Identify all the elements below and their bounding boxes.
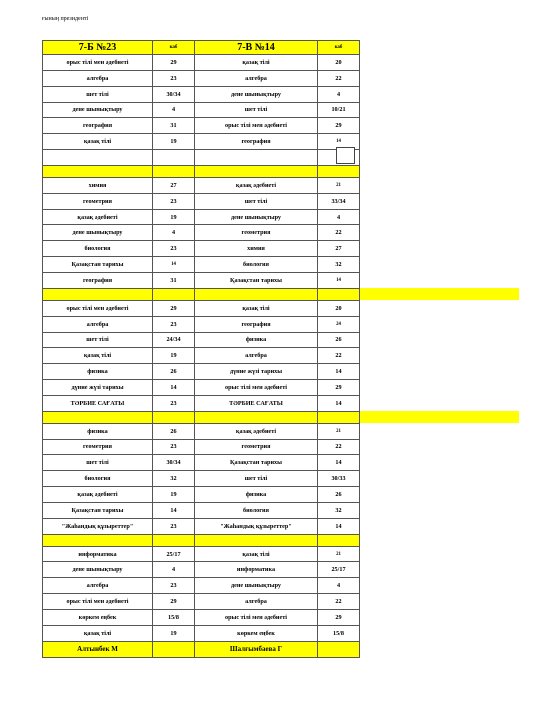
lesson-row <box>43 86 360 102</box>
right-room: 26 <box>318 332 360 348</box>
lesson-row <box>43 209 360 225</box>
right-room: 22 <box>318 70 360 86</box>
right-subject: ТӘРБИЕ САҒАТЫ <box>195 395 318 411</box>
right-room: 14 <box>318 364 360 380</box>
right-subject: шет тілі <box>195 471 318 487</box>
left-subject: физика <box>43 364 153 380</box>
left-subject: биология <box>43 241 153 257</box>
right-subject: дене шынықтыру <box>195 86 318 102</box>
right-room: 15/8 <box>318 625 360 641</box>
lesson-row <box>43 502 360 518</box>
left-room: 19 <box>153 487 195 503</box>
right-room: 29 <box>318 610 360 626</box>
right-subject: орыс тілі мен әдебиеті <box>195 380 318 396</box>
lesson-row <box>43 55 360 71</box>
right-teacher: Шалғымбаева Г <box>195 641 318 657</box>
left-subject: қазақ тілі <box>43 134 153 150</box>
left-subject: геометрия <box>43 439 153 455</box>
right-room: 33/34 <box>318 193 360 209</box>
left-room: 31 <box>153 272 195 288</box>
lesson-row <box>43 439 360 455</box>
lesson-row <box>43 518 360 534</box>
right-room: 25/17 <box>318 562 360 578</box>
timetable <box>42 40 360 658</box>
right-subject: қазақ тілі <box>195 546 318 562</box>
left-subject: орыс тілі мен әдебиеті <box>43 594 153 610</box>
lesson-row <box>43 364 360 380</box>
lesson-row <box>43 471 360 487</box>
separator-cell <box>153 534 195 546</box>
title-row <box>43 41 360 55</box>
left-room: 26 <box>153 423 195 439</box>
lesson-row <box>43 348 360 364</box>
left-subject: қазақ тілі <box>43 348 153 364</box>
left-subject: алгебра <box>43 578 153 594</box>
left-subject: ТӘРБИЕ САҒАТЫ <box>43 395 153 411</box>
left-subject: шет тілі <box>43 455 153 471</box>
left-room: 26 <box>153 364 195 380</box>
left-room <box>153 150 195 166</box>
lesson-row <box>43 455 360 471</box>
left-subject: Қазақстан тарихы <box>43 257 153 273</box>
left-teacher: Алтынбек М <box>43 641 153 657</box>
separator-cell <box>153 165 195 177</box>
left-class-title: 7-Б №23 <box>43 41 153 55</box>
right-room: 14 <box>318 134 360 150</box>
right-subject: қазақ әдебиеті <box>195 177 318 193</box>
checkbox[interactable] <box>336 147 355 164</box>
right-room: 4 <box>318 209 360 225</box>
lesson-row <box>43 225 360 241</box>
day-separator <box>43 288 360 300</box>
right-room: 20 <box>318 300 360 316</box>
left-subject: қазақ тілі <box>43 625 153 641</box>
lesson-row <box>43 395 360 411</box>
separator-cell <box>43 165 153 177</box>
document-header: ғының президенті <box>42 16 89 22</box>
separator-cell <box>43 411 153 423</box>
separator-cell <box>153 411 195 423</box>
left-room: 4 <box>153 102 195 118</box>
teacher-row <box>43 641 360 657</box>
left-subject: география <box>43 272 153 288</box>
lesson-row <box>43 487 360 503</box>
left-room: 23 <box>153 518 195 534</box>
right-room: 22 <box>318 225 360 241</box>
lesson-row <box>43 193 360 209</box>
right-subject: орыс тілі мен әдебиеті <box>195 610 318 626</box>
left-subject: физика <box>43 423 153 439</box>
left-subject: Қазақстан тарихы <box>43 502 153 518</box>
separator-cell <box>43 288 153 300</box>
separator-cell <box>318 288 360 300</box>
left-room: 19 <box>153 348 195 364</box>
lesson-row <box>43 562 360 578</box>
right-teacher-extra <box>318 641 360 657</box>
right-subject: орыс тілі мен әдебиеті <box>195 118 318 134</box>
left-room: 29 <box>153 55 195 71</box>
right-subject: қазақ тілі <box>195 300 318 316</box>
right-room: 30/33 <box>318 471 360 487</box>
right-subject: биология <box>195 502 318 518</box>
right-room-header: каб <box>318 41 360 55</box>
left-subject: информатика <box>43 546 153 562</box>
left-room: 14 <box>153 502 195 518</box>
separator-band <box>360 288 520 300</box>
right-room: 4 <box>318 86 360 102</box>
right-subject: шет тілі <box>195 102 318 118</box>
left-subject: дене шынықтыру <box>43 225 153 241</box>
right-class-title: 7-В №14 <box>195 41 318 55</box>
separator-cell <box>318 411 360 423</box>
right-room: 21 <box>318 546 360 562</box>
right-subject: алгебра <box>195 348 318 364</box>
right-room: 24 <box>318 316 360 332</box>
left-subject: орыс тілі мен әдебиеті <box>43 300 153 316</box>
left-room: 23 <box>153 193 195 209</box>
left-room: 14 <box>153 380 195 396</box>
right-subject: дүние жүзі тарихы <box>195 364 318 380</box>
right-subject: физика <box>195 487 318 503</box>
lesson-row <box>43 594 360 610</box>
left-room: 4 <box>153 225 195 241</box>
day-separator <box>43 411 360 423</box>
right-room: 32 <box>318 257 360 273</box>
left-subject: биология <box>43 471 153 487</box>
left-room-header: каб <box>153 41 195 55</box>
lesson-row <box>43 134 360 150</box>
lesson-row <box>43 257 360 273</box>
left-room: 23 <box>153 578 195 594</box>
left-room: 30/34 <box>153 86 195 102</box>
separator-cell <box>195 411 318 423</box>
lesson-row <box>43 316 360 332</box>
lesson-row <box>43 423 360 439</box>
left-room: 23 <box>153 439 195 455</box>
right-subject: геометрия <box>195 439 318 455</box>
separator-cell <box>318 165 360 177</box>
right-subject: көркем еңбек <box>195 625 318 641</box>
left-subject: геометрия <box>43 193 153 209</box>
left-subject: шет тілі <box>43 86 153 102</box>
right-room: 27 <box>318 241 360 257</box>
left-subject: дене шынықтыру <box>43 102 153 118</box>
left-room: 27 <box>153 177 195 193</box>
separator-cell <box>195 288 318 300</box>
lesson-row <box>43 300 360 316</box>
lesson-row <box>43 332 360 348</box>
right-room: 14 <box>318 395 360 411</box>
right-subject: география <box>195 134 318 150</box>
right-room: 32 <box>318 502 360 518</box>
left-room: 14 <box>153 257 195 273</box>
left-subject: "Жаһандық құзыреттер" <box>43 518 153 534</box>
right-subject: геометрия <box>195 225 318 241</box>
lesson-row <box>43 102 360 118</box>
right-subject: шет тілі <box>195 193 318 209</box>
lesson-row <box>43 272 360 288</box>
left-room: 23 <box>153 70 195 86</box>
right-subject: Қазақстан тарихы <box>195 455 318 471</box>
left-subject <box>43 150 153 166</box>
right-subject: қазақ әдебиеті <box>195 423 318 439</box>
lesson-row <box>43 177 360 193</box>
separator-cell <box>195 165 318 177</box>
separator-cell <box>195 534 318 546</box>
right-room: 21 <box>318 423 360 439</box>
right-room: 29 <box>318 118 360 134</box>
right-subject: алгебра <box>195 594 318 610</box>
left-subject: дене шынықтыру <box>43 562 153 578</box>
lesson-row <box>43 118 360 134</box>
lesson-row <box>43 70 360 86</box>
lesson-row <box>43 546 360 562</box>
separator-cell <box>318 534 360 546</box>
right-subject: Қазақстан тарихы <box>195 272 318 288</box>
right-room: 14 <box>318 518 360 534</box>
lesson-row <box>43 610 360 626</box>
right-room: 29 <box>318 380 360 396</box>
left-room: 23 <box>153 395 195 411</box>
left-room: 29 <box>153 594 195 610</box>
right-subject: дене шынықтыру <box>195 578 318 594</box>
right-room: 10/21 <box>318 102 360 118</box>
left-subject: қазақ әдебиеті <box>43 487 153 503</box>
right-subject: қазақ тілі <box>195 55 318 71</box>
left-room: 31 <box>153 118 195 134</box>
right-room: 14 <box>318 455 360 471</box>
right-subject: география <box>195 316 318 332</box>
right-subject <box>195 150 318 166</box>
right-room: 22 <box>318 594 360 610</box>
right-room: 26 <box>318 487 360 503</box>
left-subject: география <box>43 118 153 134</box>
left-room: 19 <box>153 209 195 225</box>
lesson-row <box>43 578 360 594</box>
right-room: 21 <box>318 177 360 193</box>
right-room: 20 <box>318 55 360 71</box>
left-room: 32 <box>153 471 195 487</box>
left-room: 25/17 <box>153 546 195 562</box>
left-room: 15/8 <box>153 610 195 626</box>
left-subject: дүние жүзі тарихы <box>43 380 153 396</box>
right-subject: биология <box>195 257 318 273</box>
left-subject: қазақ әдебиеті <box>43 209 153 225</box>
left-subject: көркем еңбек <box>43 610 153 626</box>
separator-cell <box>43 534 153 546</box>
right-subject: "Жаһандық құзыреттер" <box>195 518 318 534</box>
lesson-row <box>43 241 360 257</box>
left-room: 30/34 <box>153 455 195 471</box>
right-room: 14 <box>318 272 360 288</box>
right-room: 22 <box>318 439 360 455</box>
day-separator <box>43 534 360 546</box>
left-room: 29 <box>153 300 195 316</box>
left-room: 24/34 <box>153 332 195 348</box>
right-subject: дене шынықтыру <box>195 209 318 225</box>
left-subject: орыс тілі мен әдебиеті <box>43 55 153 71</box>
left-room: 19 <box>153 134 195 150</box>
left-room: 23 <box>153 316 195 332</box>
right-subject: алгебра <box>195 70 318 86</box>
lesson-row <box>43 625 360 641</box>
right-subject: физика <box>195 332 318 348</box>
left-subject: химия <box>43 177 153 193</box>
separator-band <box>360 411 520 423</box>
right-subject: информатика <box>195 562 318 578</box>
lesson-row <box>43 150 360 166</box>
right-subject: химия <box>195 241 318 257</box>
day-separator <box>43 165 360 177</box>
left-subject: шет тілі <box>43 332 153 348</box>
lesson-row <box>43 380 360 396</box>
left-room: 23 <box>153 241 195 257</box>
left-room: 4 <box>153 562 195 578</box>
left-subject: алгебра <box>43 70 153 86</box>
left-teacher-extra <box>153 641 195 657</box>
left-room: 19 <box>153 625 195 641</box>
separator-cell <box>153 288 195 300</box>
right-room: 4 <box>318 578 360 594</box>
left-subject: алгебра <box>43 316 153 332</box>
right-room: 22 <box>318 348 360 364</box>
